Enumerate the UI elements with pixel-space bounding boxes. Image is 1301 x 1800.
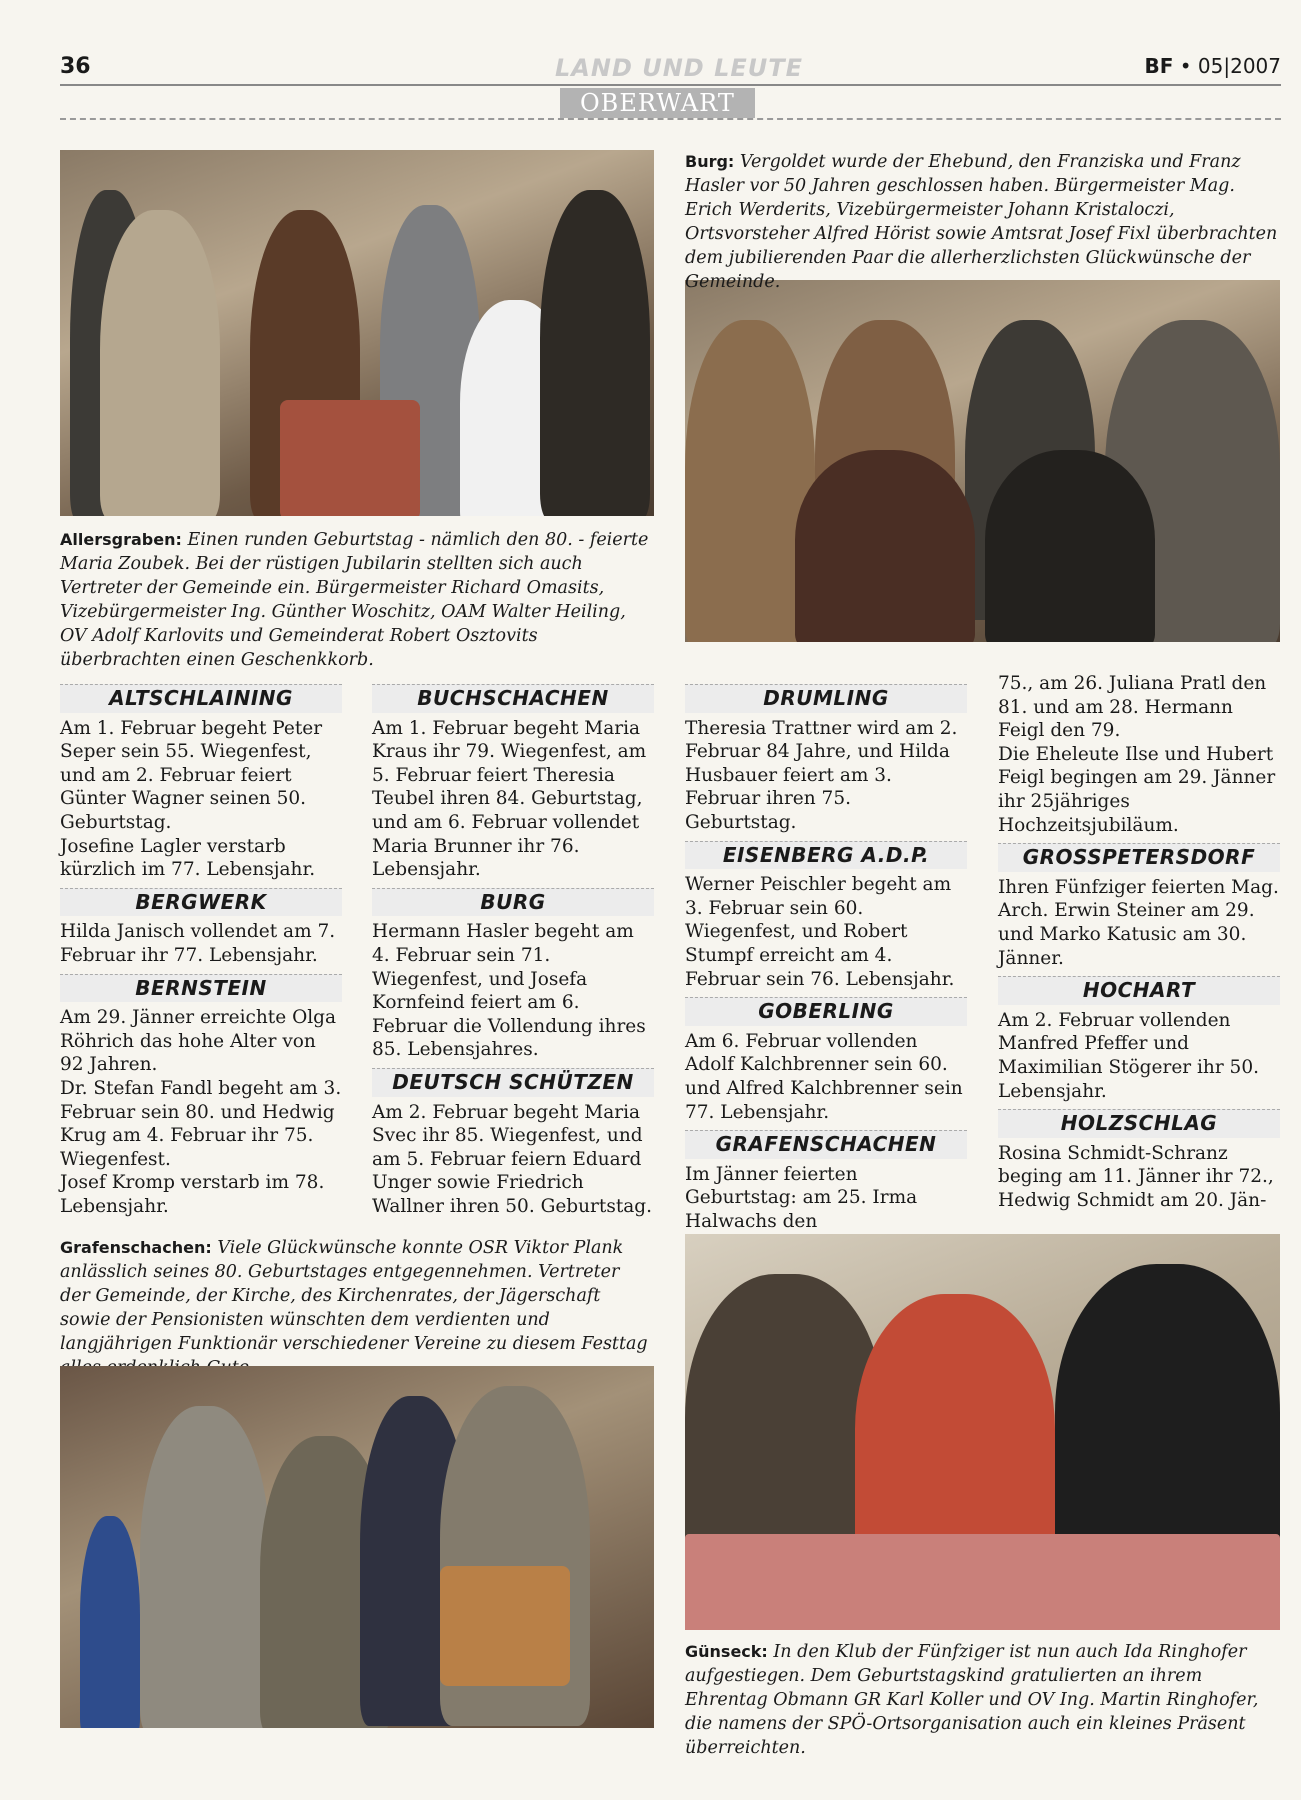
section-heading: GRAFENSCHACHEN [685, 1130, 967, 1159]
section-heading: ALTSCHLAINING [60, 684, 342, 713]
caption-text: Vergoldet wurde der Ehebund, den Franziska und Franz Hasler vor 50 Jahren geschlossen haben. Bürgermeister Mag. Erich Werderits, Vizebürgermeister Johann Kristaloczi, Ortsvorsteher Alfred Hörist sowie Amtsrat Josef Fixl überbrachten dem jubilierenden Paar die allerherzlichsten Glückwünsche der Gemeinde. [685, 152, 1278, 292]
article-text: Werner Peischler begeht am 3. Februar sein 60. Wiegenfest, und Robert Stumpf erreicht am 4. Februar sein 76. Lebensjahr. [685, 874, 955, 990]
page-number: 36 [60, 54, 91, 79]
caption-text: Einen runden Geburtstag - nämlich den 80. - feierte Maria Zoubek. Bei der rüstigen Jubilarin stellten sich auch Vertreter der Gemeinde ein. Bürgermeister Richard Omasits, Vizebürgermeister Ing. Günther Woschitz, OAM Walter Heiling, OV Adolf Karlovits und Gemeinderat Robert Osztovits überbrachten einen Geschenkkorb. [60, 530, 649, 670]
column-1 [60, 678, 342, 1218]
section-heading: BERNSTEIN [60, 974, 342, 1003]
column-3 [685, 678, 967, 1233]
column-4 [998, 672, 1280, 1212]
caption-allersgraben [60, 528, 654, 672]
publication-info [1144, 54, 1281, 78]
caption-burg [685, 150, 1280, 294]
section-heading: HOLZSCHLAG [998, 1109, 1280, 1138]
photo-burg [685, 280, 1280, 642]
section-heading: DRUMLING [685, 684, 967, 713]
article-text: Am 1. Februar begeht Maria Kraus ihr 79. Wiegenfest, am 5. Februar feiert Theresia Teubel ihren 84. Geburtstag, und am 6. Februar vollendet Maria Brunner ihr 76. Lebensjahr. [372, 717, 647, 881]
section-heading: HOCHART [998, 976, 1280, 1005]
photo-allersgraben [60, 150, 654, 516]
article-text: Im Jänner feierten Geburtstag: am 25. Irma Halwachs den [685, 1163, 918, 1232]
publication-issue: 05|2007 [1197, 54, 1281, 78]
photo-grafenschachen [60, 1366, 654, 1728]
section-heading: BERGWERK [60, 888, 342, 917]
article-text: Dr. Stefan Fandl begeht am 3. Februar sein 80. und Hedwig Krug am 4. Februar ihr 75. Wiegenfest. [60, 1077, 342, 1170]
article-text: 75., am 26. Juliana Pratl den 81. und am 28. Hermann Feigl den 79. [998, 673, 1267, 742]
caption-lead: Grafenschachen: [60, 1238, 212, 1257]
caption-text: In den Klub der Fünfziger ist nun auch Ida Ringhofer aufgestiegen. Dem Geburtstagskind gratulierten an ihrem Ehrentag Obmann GR Karl Koller und OV Ing. Martin Ringhofer, die namens der SPÖ-Ortsorganisation auch ein kleines Präsent überreichten. [685, 1642, 1259, 1758]
section-heading: EISENBERG A.D.P. [685, 841, 967, 870]
publication-separator: • [1179, 54, 1192, 78]
section-heading: BUCHSCHACHEN [372, 684, 654, 713]
section-heading: DEUTSCH SCHÜTZEN [372, 1068, 654, 1097]
article-text: Am 2. Februar vollenden Manfred Pfeffer und Maximilian Stögerer ihr 50. Lebensjahr. [998, 1009, 1259, 1102]
section-heading: BURG [372, 888, 654, 917]
caption-lead: Allersgraben: [60, 530, 182, 549]
section-heading: GROSSPETERSDORF [998, 843, 1280, 872]
article-text: Rosina Schmidt-Schranz beging am 11. Jänner ihr 72., Hedwig Schmidt am 20. Jän- [998, 1142, 1274, 1211]
article-text: Josef Kromp verstarb im 78. Lebensjahr. [60, 1172, 325, 1217]
caption-grafenschachen [60, 1236, 654, 1380]
caption-guenseck [685, 1640, 1280, 1760]
article-text: Am 2. Februar begeht Maria Svec ihr 85. Wiegenfest, und am 5. Februar feiern Eduard Unger sowie Friedrich Wallner ihren 50. Geburtstag. [372, 1101, 653, 1217]
header-rule [60, 84, 1281, 86]
article-text: Am 1. Februar begeht Peter Seper sein 55. Wiegenfest, und am 2. Februar feiert Günter Wagner seinen 50. Geburtstag. [60, 717, 323, 833]
article-text: Ihren Fünfziger feierten Mag. Arch. Erwin Steiner am 29. und Marko Katusic am 30. Jänner. [998, 876, 1279, 969]
caption-lead: Burg: [685, 152, 735, 171]
column-2 [372, 678, 654, 1218]
caption-text: Viele Glückwünsche konnte OSR Viktor Plank anlässlich seines 80. Geburtstages entgegennehmen. Vertreter der Gemeinde, der Kirche, des Kirchenrates, der Jägerschaft sowie der Pensionisten wünschten dem verdienten und langjährigen Funktionär verschiedener Vereine zu diesem Festtag [60, 1238, 648, 1354]
article-text: Theresia Trattner wird am 2. Februar 84 Jahre, und Hilda Husbauer feiert am 3. Februar ihren 75. Geburtstag. [685, 717, 958, 833]
section-heading: GOBERLING [685, 997, 967, 1026]
article-text: Am 6. Februar vollenden Adolf Kalchbrenner sein 60. und Alfred Kalchbrenner sein 77. Lebensjahr. [685, 1030, 963, 1123]
photo-guenseck [685, 1234, 1280, 1630]
publication-name: BF [1144, 54, 1174, 78]
article-text: Hilda Janisch vollendet am 7. Februar ihr 77. Lebensjahr. [60, 921, 336, 966]
article-text: Die Eheleute Ilse und Hubert Feigl begingen am 29. Jänner ihr 25jähriges Hochzeitsjubiläum. [998, 743, 1276, 836]
region-title: OBERWART [560, 88, 755, 118]
article-text: Josefine Lagler verstarb kürzlich im 77. Lebensjahr. [60, 835, 316, 881]
section-title: LAND UND LEUTE [555, 54, 804, 82]
article-text: Am 29. Jänner erreichte Olga Röhrich das hohe Alter von 92 Jahren. [60, 1007, 337, 1076]
caption-lead: Günseck: [685, 1642, 768, 1661]
article-text: Hermann Hasler begeht am 4. Februar sein 71. Wiegenfest, und Josefa Kornfeind feiert am 6. Februar die Vollendung ihres 85. Lebensjahres. [372, 921, 646, 1061]
